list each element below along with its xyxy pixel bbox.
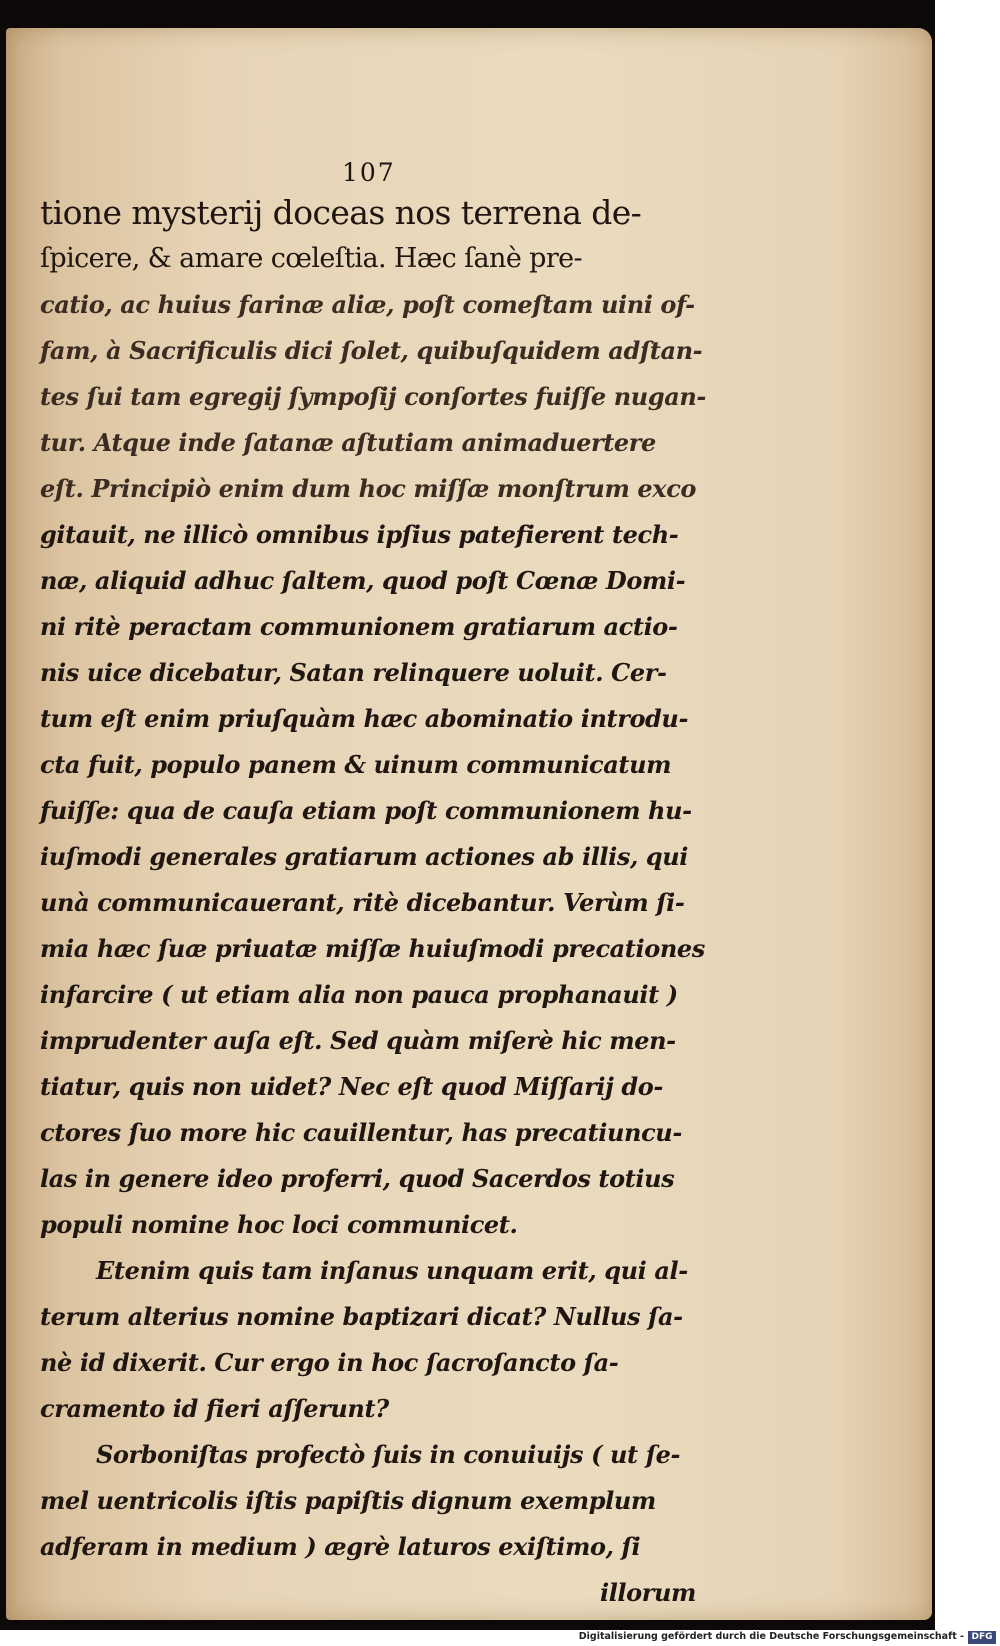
- text-line: fam, à Sacrificulis dici ſolet, quibuſquidem adſtan-: [40, 336, 703, 365]
- text-line: cta fuit, populo panem & uinum communicatum: [40, 750, 672, 779]
- text-line: adferam in medium ) ægrè laturos exiſtimo, ſi: [40, 1532, 641, 1561]
- page-text: [40, 190, 730, 1616]
- text-line: Sorboniſtas profectò ſuis in conuiuijs ( ut ſe-: [96, 1440, 681, 1469]
- text-line: eſt. Principiò enim dum hoc miſſæ monſtrum exco: [40, 474, 697, 503]
- text-line: tiatur, quis non uidet? Nec eſt quod Miſſarij do-: [40, 1072, 663, 1101]
- text-line: mia hæc ſuæ priuatæ miſſæ huiuſmodi precationes: [40, 934, 705, 963]
- digitization-footer: [0, 1630, 1000, 1646]
- text-line: imprudenter auſa eſt. Sed quàm miſerè hic men-: [40, 1026, 676, 1055]
- text-line: nè id dixerit. Cur ergo in hoc ſacroſancto ſa-: [40, 1348, 619, 1377]
- text-line: catio, ac huius farinæ aliæ, poſt comeſtam uini of-: [40, 290, 695, 319]
- text-line: nis uice dicebatur, Satan relinquere uoluit. Cer-: [40, 658, 667, 687]
- dfg-logo: DFG: [968, 1631, 996, 1644]
- text-line: ſpicere, & amare cœleſtia. Hæc ſanè pre-: [40, 243, 583, 274]
- text-line: tur. Atque inde ſatanæ aſtutiam animaduertere: [40, 428, 656, 457]
- book-page: [6, 28, 932, 1620]
- text-line: populi nomine hoc loci communicet.: [40, 1210, 518, 1239]
- text-line: ni ritè peractam communionem gratiarum actio-: [40, 612, 678, 641]
- text-line: fuiſſe: qua de cauſa etiam poſt communionem hu-: [40, 796, 692, 825]
- text-line: cramento id fieri aſſerunt?: [40, 1394, 389, 1423]
- text-line: gitauit, ne illicò omnibus ipſius patefierent tech-: [40, 520, 679, 549]
- text-line: unà communicauerant, ritè dicebantur. Verùm ſi-: [40, 888, 685, 917]
- page-number: 107: [342, 158, 396, 187]
- text-line: las in genere ideo proferri, quod Sacerdos totius: [40, 1164, 675, 1193]
- funding-credit: Digitalisierung gefördert durch die Deutsche Forschungsgemeinschaft -: [578, 1631, 964, 1642]
- text-line: Etenim quis tam inſanus unquam erit, qui al-: [96, 1256, 688, 1285]
- text-line: infarcire ( ut etiam alia non pauca prophanauit ): [40, 980, 678, 1009]
- text-line: tes ſui tam egregij ſympoſij conſortes fuiſſe nugan-: [40, 382, 706, 411]
- text-line: tione mysterij doceas nos terrena de-: [40, 193, 642, 232]
- text-line: iuſmodi generales gratiarum actiones ab illis, qui: [40, 842, 689, 871]
- text-line: tum eſt enim priuſquàm hæc abominatio introdu-: [40, 704, 689, 733]
- text-line catchword: illorum: [600, 1578, 697, 1607]
- text-line: næ, aliquid adhuc ſaltem, quod poſt Cœnæ Domi-: [40, 566, 686, 595]
- text-line: ctores ſuo more hic cauillentur, has precatiuncu-: [40, 1118, 682, 1147]
- text-line: terum alterius nomine baptizari dicat? Nullus ſa-: [40, 1302, 683, 1331]
- text-line: mel uentricolis iſtis papiſtis dignum exemplum: [40, 1486, 656, 1515]
